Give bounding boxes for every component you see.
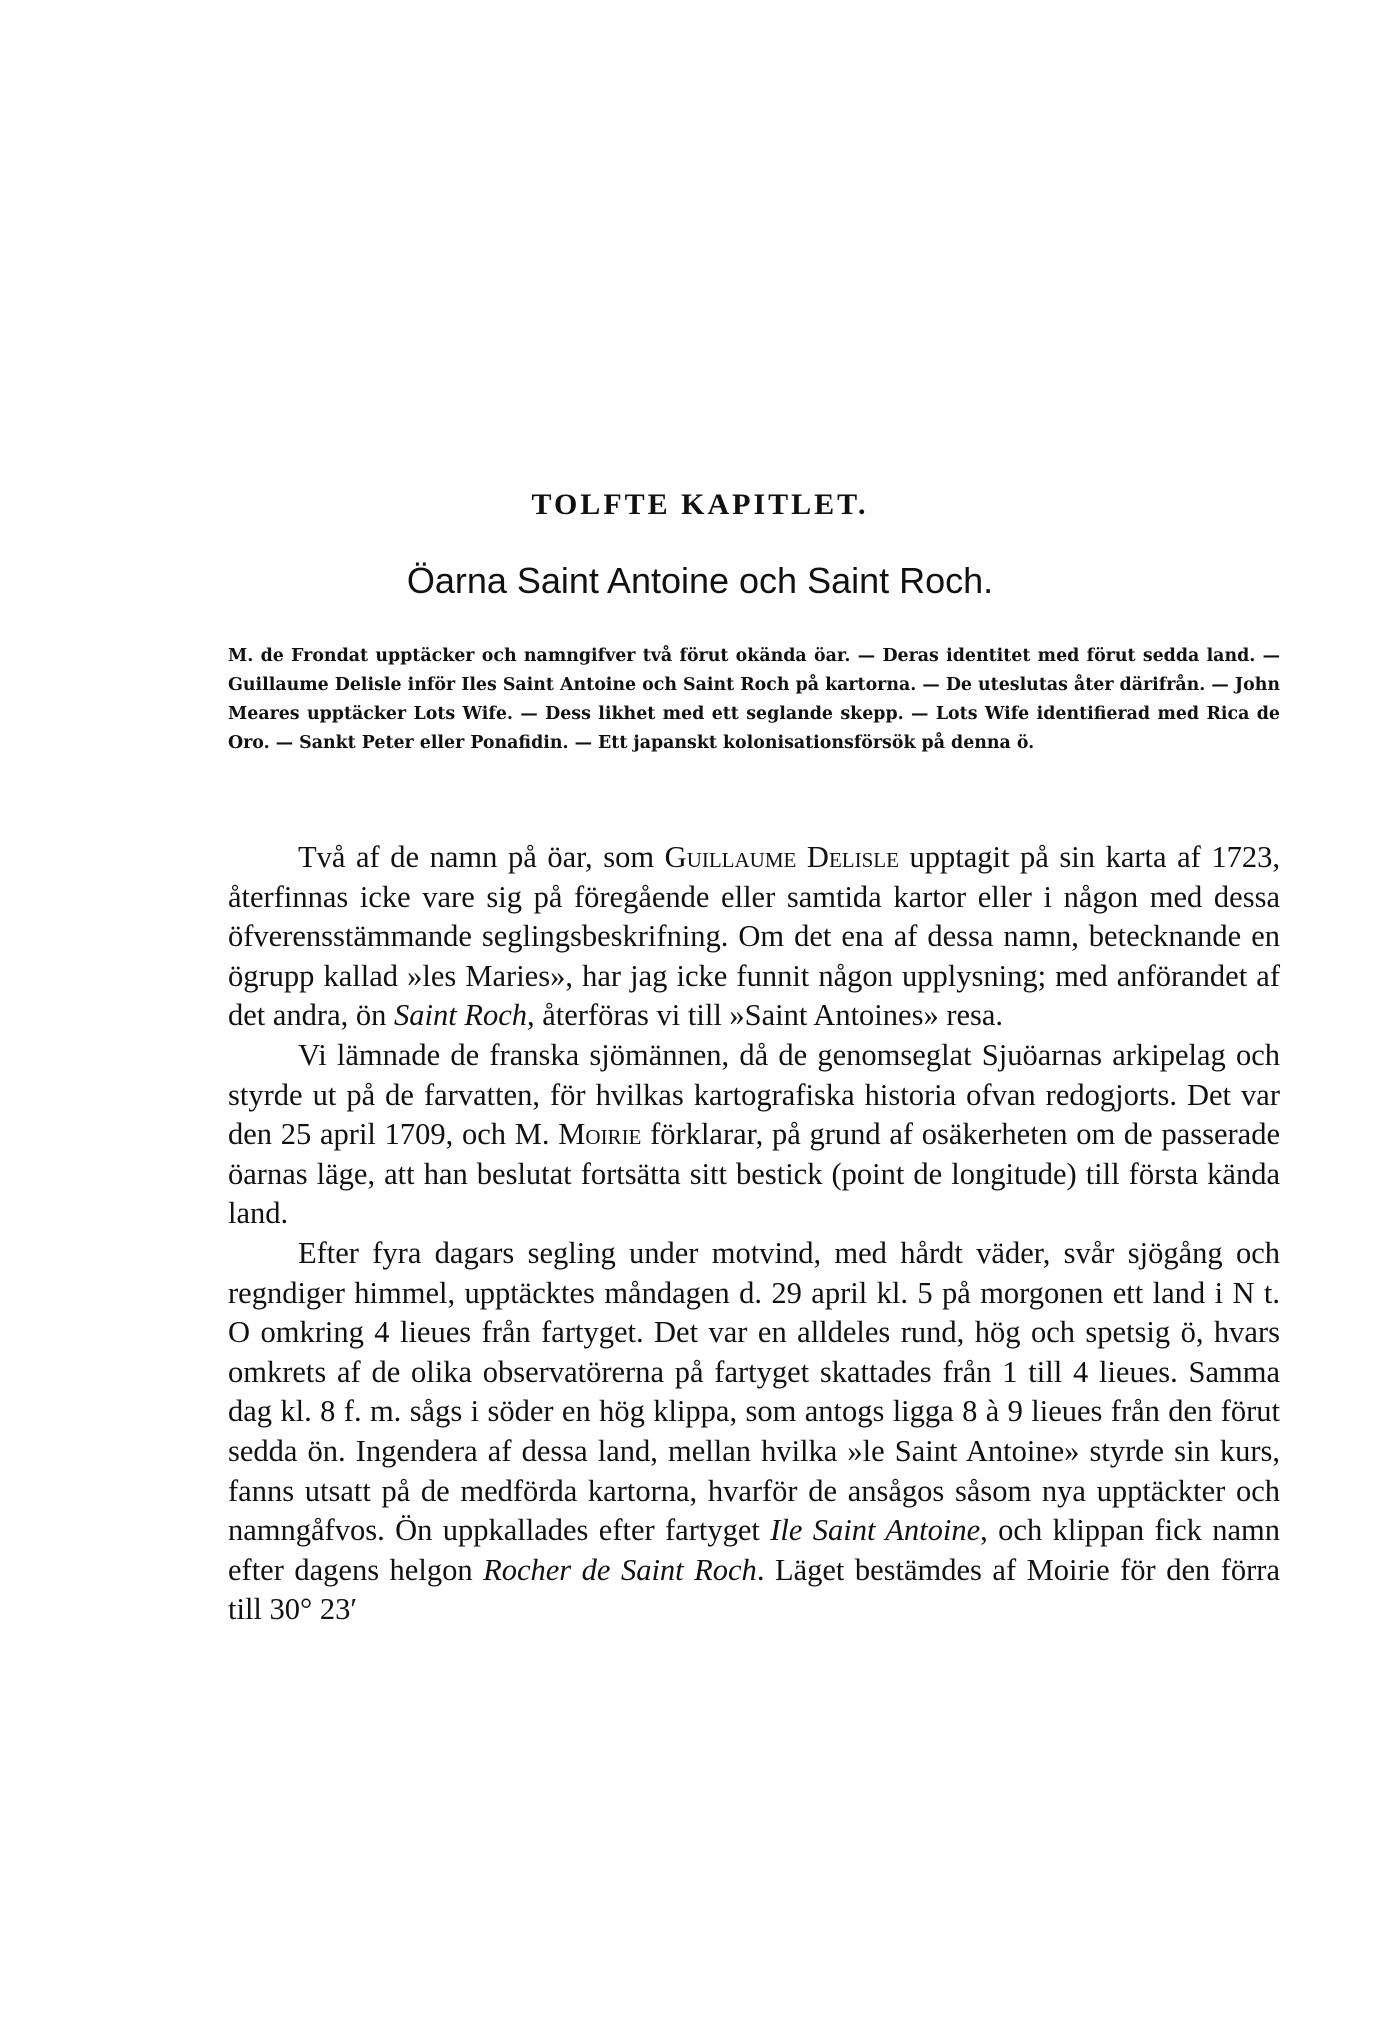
paragraph-3-text-c: . Läget bestämdes af Moirie för den förra till 30° 23′ bbox=[228, 1552, 1280, 1627]
chapter-summary: M. de Frondat upptäcker och namngifver två förut okända öar. — Deras identitet med förut sedda land. — Guillaume Delisle inför Iles Saint Antoine och Saint Roch på kartorna. — De uteslutas åter därifrån. — John Meares upptäcker Lots Wife. — Dess likhet med ett seglande skepp. — Lots Wife identifierad med Rica de Oro. — Sankt Peter eller Ponafidin. — Ett japanskt kolonisationsförsök på denna ö. bbox=[228, 646, 1280, 753]
place-name-rocher-de-saint-roch: Rocher de Saint Roch bbox=[483, 1552, 757, 1587]
place-name-ile-saint-antoine: Ile Saint Antoine bbox=[770, 1513, 981, 1548]
paragraph-2 bbox=[228, 1036, 1280, 1234]
paragraph-2-text-b: förklarar, på grund af osäkerheten om de passerade öarnas läge, att han beslutat fortsätta sitt bestick (point de longitude) till första kända land. bbox=[228, 1117, 1280, 1231]
paragraph-3-text-b: , och klippan fick namn efter dagens helgon bbox=[228, 1513, 1280, 1587]
person-name-moirie: Moirie bbox=[558, 1117, 642, 1152]
paragraph-1-text-b: upptagit på sin karta af 1723, återfinnas icke vare sig på föregående eller samtida kartor eller i någon med dessa öfverensstämmande seglingsbeskrifning. Om det ena af dessa namn, betecknande en ögrupp kallad »les Maries», har jag icke funnit någon upplysning; med anförandet af det andra, ön bbox=[228, 840, 1281, 1033]
person-name-delisle: Guillaume Delisle bbox=[664, 840, 899, 874]
paragraph-2-text-a: Vi lämnade de franska sjömännen, då de genomseglat Sjuöarnas arkipelag och styrde ut på de farvatten, för hvilkas kartografiska historia ofvan redogjorts. Det var den 25 april 1709, och M. bbox=[228, 1037, 1280, 1152]
paragraph-1-text-a: Två af de namn på öar, som bbox=[298, 840, 665, 874]
chapter-heading: TOLFTE KAPITLET. bbox=[531, 488, 869, 521]
paragraph-1 bbox=[228, 838, 1280, 1036]
paragraph-1-text-c: , återföras vi till »Saint Antoines» resa. bbox=[527, 998, 1004, 1033]
place-name-saint-roch: Saint Roch bbox=[394, 998, 527, 1033]
chapter-title: Öarna Saint Antoine och Saint Roch. bbox=[406, 560, 994, 601]
paragraph-3 bbox=[228, 1234, 1280, 1630]
body-text bbox=[228, 838, 1280, 1630]
paragraph-3-text-a: Efter fyra dagars segling under motvind, med hårdt väder, svår sjögång och regndiger himmel, upptäcktes måndagen d. 29 april kl. 5 på morgonen ett land i N t. O omkring 4 lieues från fartyget. Det var en alldeles rund, hög och spetsig ö, hvars omkrets af de olika observatörerna på fartyget skattades från 1 till 4 lieues. Samma dag kl. 8 f. m. sågs i söder en hög klippa, som antogs ligga 8 à 9 lieues från den förut sedda ön. Ingendera af dessa land, mellan hvilka »le Saint Antoine» styrde sin kurs, fanns utsatt på de medförda kartorna, hvarför de ansågos såsom nya upptäckter och namngåfvos. Ön uppkallades efter fartyget bbox=[228, 1235, 1280, 1548]
